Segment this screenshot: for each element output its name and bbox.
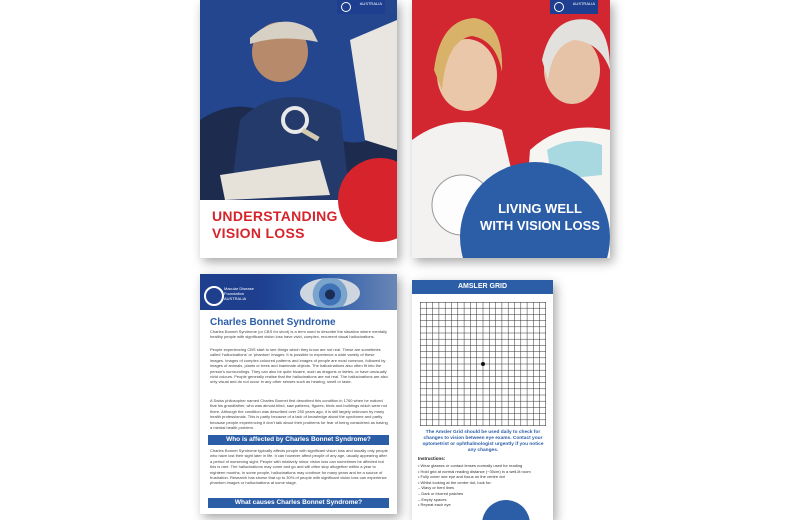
charles-bonnet-factsheet (200, 274, 397, 514)
understanding-vision-loss-brochure (200, 0, 397, 258)
foundation-name: Macular Disease Foundation AUSTRALIA (224, 286, 254, 301)
instruction-item: • Fully cover one eye and focus on the centre dot (418, 474, 505, 480)
logo-text: AUSTRALIA (359, 1, 382, 6)
instruction-item: – Dark or blurred patches (418, 490, 464, 496)
paragraph-symptoms: People experiencing CBS start to see things which they know are not real. These are sometimes called 'hallucinations' or 'phantom' images. It is possible to experience a wide variety of these images. Images of complex coloured patterns and images of people are most common, followed by images of animals, plants or trees and inanimate objects. The hallucinations also often fit into the person's surroundings. They can also be quite bizarre, such as dragons or fairies, or have unusually vivid colours. People generally realise that the hallucinations are not real. The hallucinations are also only visual and do not occur in any other senses such as hearing, smell or taste. (210, 347, 388, 385)
amsler-grid (420, 302, 546, 426)
amsler-usage-note: The Amsler Grid should be used daily to check for changes to vision between eye exams. Contact your optometrist or ophthalmologist urgently if you notice any changes. (422, 430, 544, 453)
logo-eye-icon (341, 2, 351, 12)
section-heading-who: Who is affected by Charles Bonnet Syndrome? (208, 435, 389, 445)
grid-centre-dot (481, 362, 485, 366)
cover-title (470, 200, 610, 234)
section-heading-causes: What causes Charles Bonnet Syndrome? (208, 498, 389, 508)
paragraph-who: Charles Bonnet Syndrome typically affects people with significant vision loss and usually only people who have lost their sight later in life. It can however affect people of any age, usually appearing after a period of worsening sight. People with relatively minor vision loss can sometimes be affected but this is rare. The hallucinations may come and go and will often stop altogether within a year to eighteen months. In some people, hallucinations may continue for many years and be a source of frustration. Research has shown that up to 30% of people with significant vision loss can experience phantom images or hallucinations at some stage. (210, 448, 388, 486)
amsler-grid-card (412, 280, 553, 520)
paragraph-history: A Swiss philosopher named Charles Bonnet first described this condition in 1760 when he noticed that his grandfather, who was almost blind, saw patterns, figures, birds and buildings which were not there. Although the condition was described over 250 years ago, it is still largely unknown by many health professionals. This is partly because of a lack of knowledge about the syndrome and partly because people experiencing it don't talk about their problems for fear of being considered as having a mental health problem. (210, 398, 388, 431)
logo-text: AUSTRALIA (572, 1, 595, 6)
factsheet-title: Charles Bonnet Syndrome (210, 317, 336, 328)
cover-title-line-2: VISION LOSS (212, 225, 305, 241)
foundation-logo (550, 0, 598, 14)
eye-image (300, 278, 360, 308)
cover-title-line-1: LIVING WELL (498, 201, 582, 216)
instruction-item: – Empty spaces (418, 496, 447, 502)
instruction-item: • Hold grid at normal reading distance (~30cm) in a well-lit room (418, 468, 531, 474)
instructions-title: Instructions: (418, 456, 446, 461)
cover-title-line-2: WITH VISION LOSS (480, 218, 600, 233)
paragraph-intro: Charles Bonnet Syndrome (or CBS for short) is a term used to describe the situation where mentally healthy people with significant vision loss have vivid, complex, recurrent visual hallucinations. (210, 329, 387, 340)
living-well-brochure (412, 0, 610, 258)
cover-title-line-1: UNDERSTANDING (212, 208, 338, 224)
logo-eye-icon (554, 2, 564, 12)
instruction-item: • Whilst looking at the centre dot, look for: (418, 479, 492, 485)
instruction-item: • Repeat each eye (418, 502, 451, 508)
foundation-logo-icon (204, 286, 224, 306)
amsler-grid-header: AMSLER GRID (412, 280, 553, 294)
foundation-logo (337, 0, 385, 14)
factsheet-header (200, 274, 397, 310)
instructions-list (418, 463, 548, 508)
instruction-item: – Wavy or bent lines (418, 485, 455, 491)
cover-title (212, 208, 382, 242)
instruction-item: • Wear glasses or contact lenses normally used for reading (418, 463, 523, 468)
